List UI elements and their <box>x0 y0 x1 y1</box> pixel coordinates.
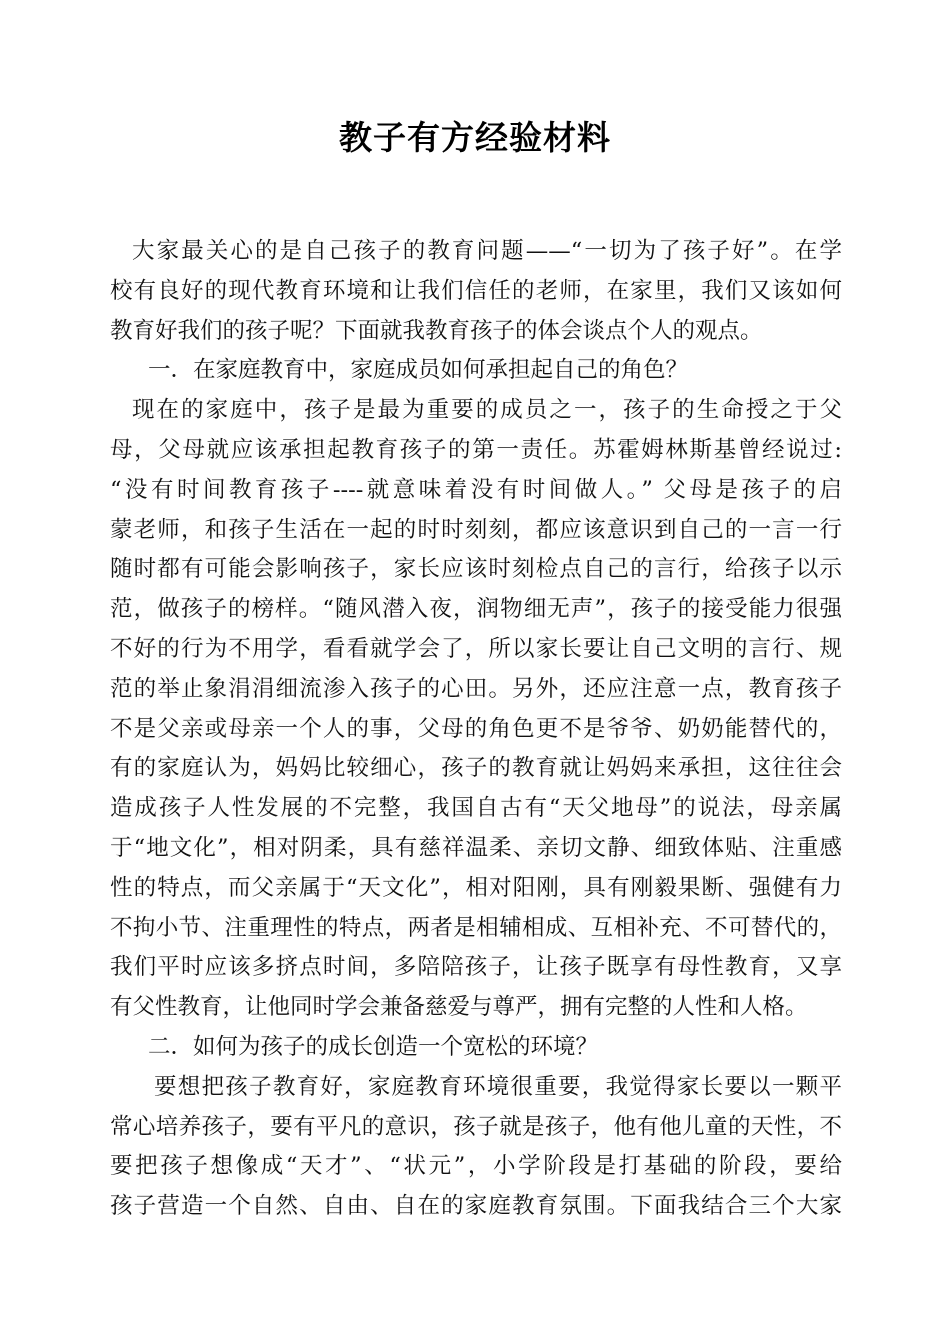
paragraph-line: 不好的行为不用学，看看就学会了，所以家长要让自己文明的言行、规 <box>110 635 842 662</box>
paragraph-line: 于“地文化”，相对阴柔，具有慈祥温柔、亲切文静、细致体贴、注重感 <box>110 834 842 861</box>
paragraph-line: 大家最关心的是自己孩子的教育问题——“一切为了孩子好”。在学 <box>132 238 842 264</box>
paragraph-line: 不是父亲或母亲一个人的事，父母的角色更不是爷爷、奶奶能替代的， <box>110 715 842 742</box>
paragraph-line: 性的特点，而父亲属于“天文化”，相对阳刚，具有刚毅果断、强健有力 <box>110 874 842 901</box>
paragraph-line: 有父性教育，让他同时学会兼备慈爱与尊严，拥有完整的人性和人格。 <box>110 994 808 1021</box>
paragraph-line: 我们平时应该多挤点时间，多陪陪孩子，让孩子既享有母性教育，又享 <box>110 954 842 981</box>
paragraph-line: 校有良好的现代教育环境和让我们信任的老师，在家里，我们又该如何 <box>110 277 842 304</box>
document-title: 教子有方经验材料 <box>339 118 611 157</box>
paragraph-line: 教育好我们的孩子呢？下面就我教育孩子的体会谈点个人的观点。 <box>110 317 763 344</box>
section-heading: 二．如何为孩子的成长创造一个宽松的环境？ <box>148 1033 599 1060</box>
paragraph-line: 孩子营造一个自然、自由、自在的家庭教育氛围。下面我结合三个大家 <box>110 1193 842 1220</box>
paragraph-line: 要想把孩子教育好，家庭教育环境很重要，我觉得家长要以一颗平 <box>154 1073 842 1100</box>
paragraph-line: 随时都有可能会影响孩子，家长应该时刻检点自己的言行，给孩子以示 <box>110 556 842 583</box>
paragraph-line: 现在的家庭中，孩子是最为重要的成员之一，孩子的生命授之于父 <box>132 397 842 424</box>
document-body <box>110 232 842 1227</box>
paragraph-line: 要把孩子想像成“天才”、“状元”，小学阶段是打基础的阶段，要给 <box>110 1153 842 1180</box>
paragraph-line: 母，父母就应该承担起教育孩子的第一责任。苏霍姆林斯基曾经说过: <box>110 436 842 463</box>
paragraph-line: 蒙老师，和孩子生活在一起的时时刻刻，都应该意识到自己的一言一行 <box>110 516 842 543</box>
paragraph-line: 范的举止象涓涓细流渗入孩子的心田。另外，还应注意一点，教育孩子 <box>110 675 842 702</box>
paragraph-line: 造成孩子人性发展的不完整，我国自古有“天父地母”的说法，母亲属 <box>110 795 842 822</box>
paragraph-line: 不拘小节、注重理性的特点，两者是相辅相成、互相补充、不可替代的， <box>110 914 842 941</box>
paragraph-line: 范，做孩子的榜样。“随风潜入夜，润物细无声”，孩子的接受能力很强 <box>110 596 842 623</box>
paragraph-line: “没有时间教育孩子----就意味着没有时间做人。” 父母是孩子的启 <box>110 476 842 503</box>
section-heading: 一．在家庭教育中，家庭成员如何承担起自己的角色？ <box>148 357 689 384</box>
paragraph-line: 有的家庭认为，妈妈比较细心，孩子的教育就让妈妈来承担，这往往会 <box>110 755 842 782</box>
paragraph-line: 常心培养孩子，要有平凡的意识，孩子就是孩子，他有他儿童的天性，不 <box>110 1113 842 1140</box>
